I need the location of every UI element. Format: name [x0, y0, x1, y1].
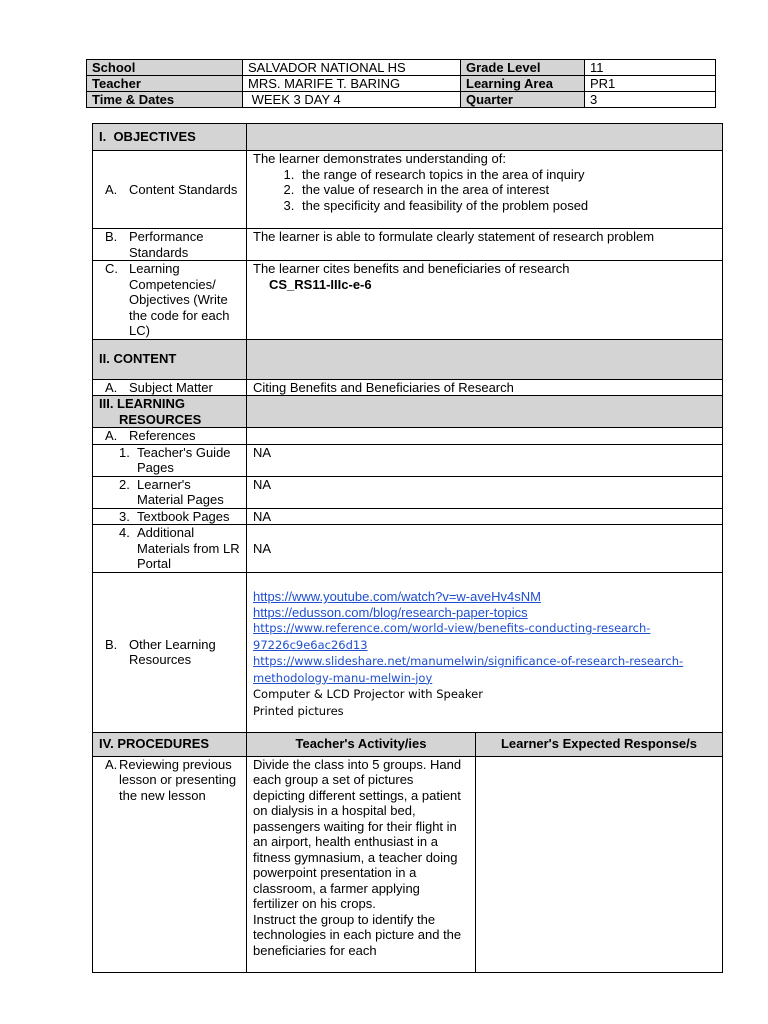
- content-standards-label: Content Standards: [129, 181, 238, 197]
- procedure-a-label-cell: [93, 756, 247, 972]
- subject-matter-label-cell: [93, 379, 247, 396]
- objectives-heading-blank: [247, 124, 723, 151]
- learning-competencies-value: The learner cites benefits and beneficiaries of research: [253, 261, 570, 276]
- competency-code: CS_RS11-IIIc-e-6: [269, 276, 372, 292]
- learning-resources-heading: [93, 396, 247, 428]
- reference-item-label-cell: [93, 476, 247, 508]
- reference-item-num: 1.: [119, 444, 130, 460]
- reference-item-num: 4.: [119, 525, 130, 540]
- reference-item-value: NA: [247, 476, 723, 508]
- learning-area-label: Learning Area: [461, 76, 585, 92]
- learning-competencies-label-cell: [93, 261, 247, 340]
- learning-resources-heading-text: III. LEARNING RESOURCES: [99, 396, 202, 427]
- subject-matter-value: Citing Benefits and Beneficiaries of Research: [247, 379, 723, 396]
- performance-standards-value: The learner is able to formulate clearly statement of research problem: [247, 229, 723, 261]
- learning-competencies-letter: C.: [105, 261, 118, 276]
- other-resources-letter: B.: [105, 636, 118, 652]
- content-heading-blank: [247, 339, 723, 379]
- references-label: References: [129, 428, 196, 443]
- reference-item-num: 2.: [119, 476, 130, 492]
- procedure-a-teacher-text: Divide the class into 5 groups. Hand each group a set of pictures depicting different settings, a patient on dialysis in a hospital bed, passengers waiting for their flight in an airport, health enthusiast in a fitness gymnasium, a teacher doing powerpoint presentation in a classroom, a farmer applying fertilizer on his crops.: [253, 756, 462, 911]
- reference-item-label-cell: [93, 444, 247, 476]
- lesson-header-table: [86, 59, 716, 108]
- resource-link[interactable]: https://www.slideshare.net/manumelwin/significance-of-research-research-methodology-manu-melwin-joy: [253, 654, 684, 685]
- learner-response-header: Learner's Expected Response/s: [476, 732, 723, 756]
- content-heading: II. CONTENT: [93, 339, 247, 379]
- procedure-a-learner-response: [476, 756, 723, 972]
- subject-matter-letter: A.: [105, 379, 118, 395]
- reference-item-label-cell: [93, 525, 247, 573]
- content-standards-letter: A.: [105, 181, 118, 197]
- learning-resources-heading-blank: [247, 396, 723, 428]
- teacher-activity-header: Teacher's Activity/ies: [247, 732, 476, 756]
- list-item: 3. the specificity and feasibility of the problem posed: [298, 198, 716, 214]
- reference-item-label: Textbook Pages: [137, 508, 230, 524]
- procedure-a-letter: A.: [105, 756, 118, 772]
- procedure-a-teacher-text-2: Instruct the group to identify the technologies in each picture and the beneficiaries for each: [253, 911, 462, 958]
- content-standards-list: [253, 167, 716, 214]
- school-label: School: [87, 60, 243, 76]
- performance-standards-label-cell: [93, 229, 247, 261]
- teacher-value: MRS. MARIFE T. BARING: [243, 76, 461, 92]
- objectives-heading: I. OBJECTIVES: [93, 124, 247, 151]
- procedure-a-teacher-activity: [247, 756, 476, 972]
- content-standards-label-cell: [93, 151, 247, 229]
- content-standards-value: [247, 151, 723, 229]
- other-resources-label-cell: [93, 572, 247, 732]
- reference-item-label: Additional Materials from LR Portal: [137, 525, 240, 571]
- other-resources-value: [247, 572, 723, 732]
- time-dates-value: WEEK 3 DAY 4: [243, 92, 461, 108]
- learning-competencies-label: Learning Competencies/ Objectives (Write the code for each LC): [129, 261, 230, 338]
- procedures-heading: IV. PROCEDURES: [93, 732, 247, 756]
- learning-area-value: PR1: [585, 76, 716, 92]
- lesson-plan-table: [92, 123, 723, 973]
- reference-item-value: NA: [247, 525, 723, 573]
- reference-item-label-cell: [93, 508, 247, 525]
- reference-item-num: 3.: [119, 508, 130, 524]
- resource-link[interactable]: https://www.reference.com/world-view/benefits-conducting-research-97226c9e6ac26d13: [253, 621, 651, 652]
- material-item: Printed pictures: [253, 703, 344, 718]
- reference-item-value: NA: [247, 508, 723, 525]
- resource-link[interactable]: https://www.youtube.com/watch?v=w-aveHv4sNM: [253, 589, 541, 604]
- reference-item-value: NA: [247, 444, 723, 476]
- teacher-label: Teacher: [87, 76, 243, 92]
- references-value: [247, 428, 723, 445]
- references-label-cell: [93, 428, 247, 445]
- resource-link[interactable]: https://edusson.com/blog/research-paper-topics: [253, 604, 528, 620]
- grade-level-label: Grade Level: [461, 60, 585, 76]
- other-resources-label: Other Learning Resources: [129, 636, 216, 667]
- quarter-value: 3: [585, 92, 716, 108]
- procedure-a-label: Reviewing previous lesson or presenting the new lesson: [119, 756, 237, 803]
- list-item: 1. the range of research topics in the area of inquiry: [298, 167, 716, 183]
- performance-standards-label: Performance Standards: [129, 229, 204, 260]
- learning-competencies-value-cell: [247, 261, 723, 340]
- material-item: Computer & LCD Projector with Speaker: [253, 687, 483, 701]
- reference-item-label: Teacher's Guide Pages: [137, 444, 231, 475]
- grade-level-value: 11: [585, 60, 716, 76]
- subject-matter-label: Subject Matter: [129, 379, 213, 395]
- school-value: SALVADOR NATIONAL HS: [243, 60, 461, 76]
- reference-item-label: Learner's Material Pages: [137, 476, 224, 507]
- performance-standards-letter: B.: [105, 229, 118, 244]
- quarter-label: Quarter: [461, 92, 585, 108]
- references-letter: A.: [105, 428, 118, 443]
- list-item: 2. the value of research in the area of interest: [298, 182, 716, 198]
- content-standards-intro: The learner demonstrates understanding of:: [253, 151, 506, 166]
- time-dates-label: Time & Dates: [87, 92, 243, 108]
